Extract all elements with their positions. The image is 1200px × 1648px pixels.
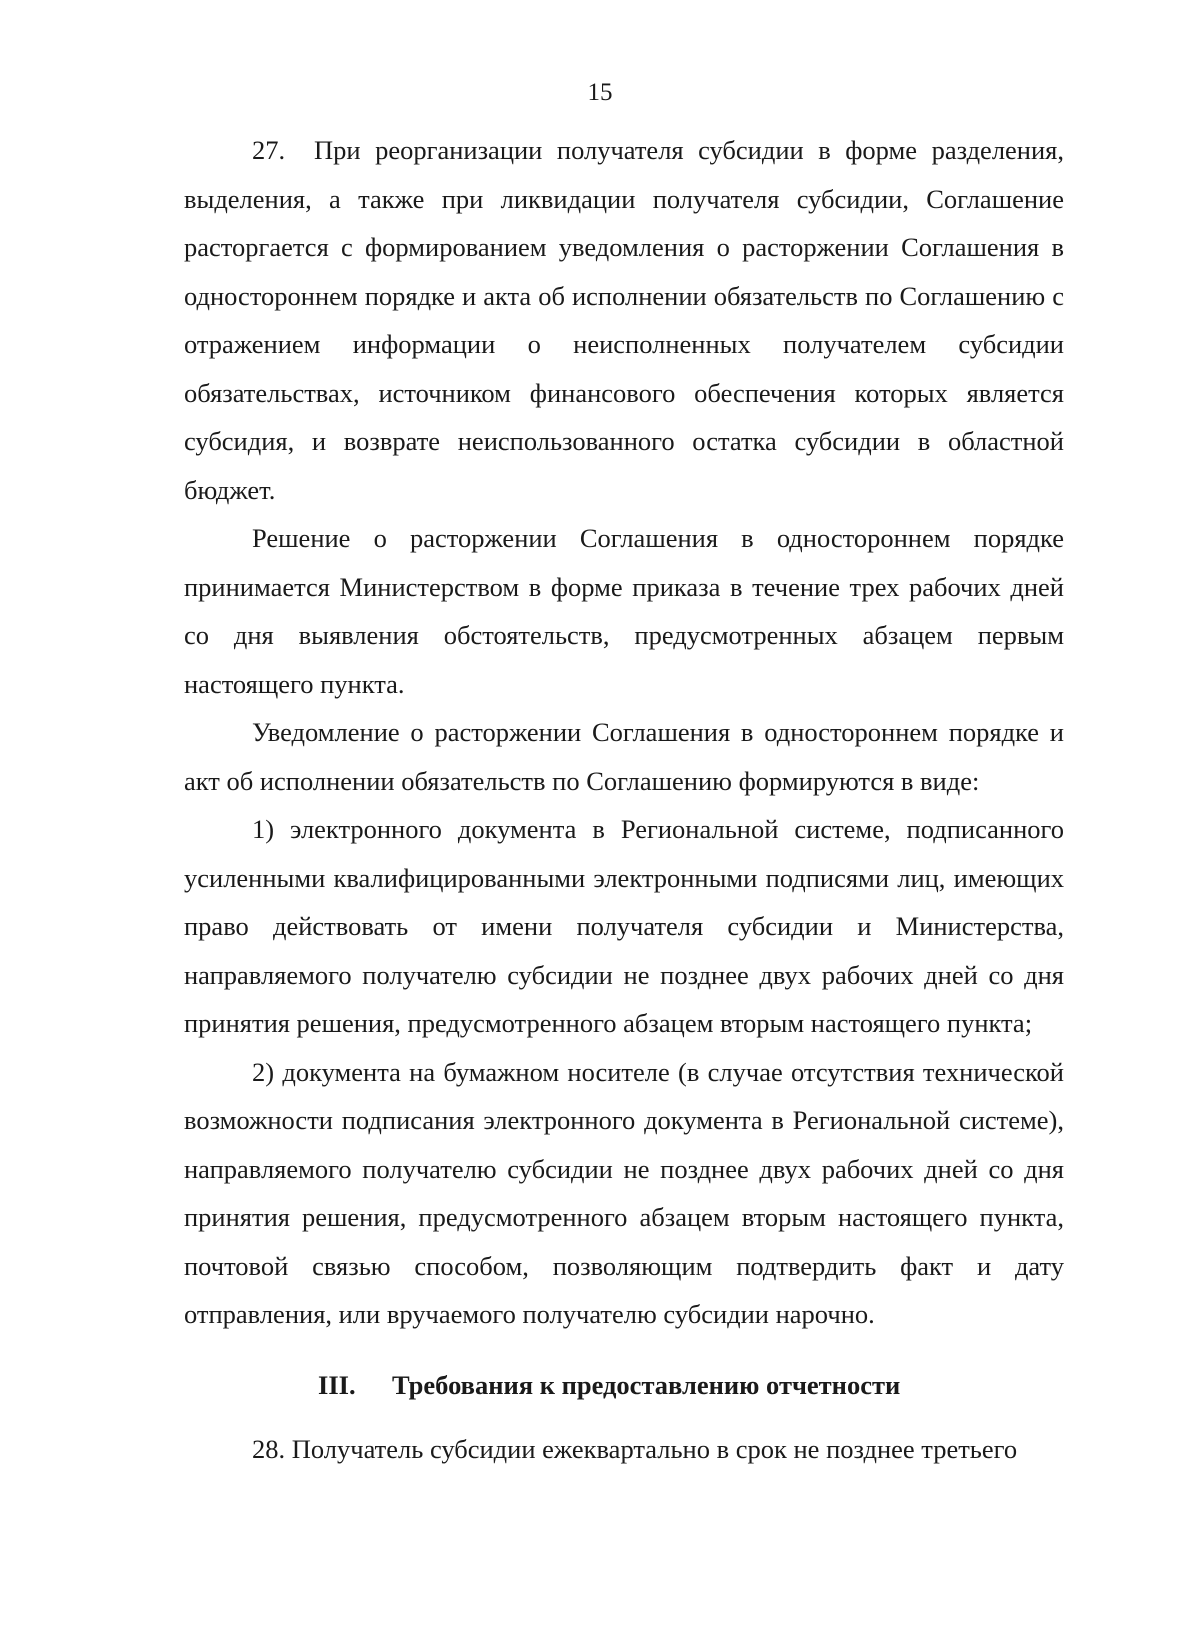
section-heading (184, 1361, 1064, 1410)
list-item-1: 1) электронного документа в Региональной системе, подписанного усиленными квалифицированными электронными подписями лиц, имеющих право действовать от имени получателя субсидии и Министерства, направляемого получателю субсидии не позднее двух рабочих дней со дня принятия решения, предусмотренного абзацем вторым настоящего пункта; (184, 814, 1064, 1038)
paragraph-notice: Уведомление о расторжении Соглашения в одностороннем порядке и акт об исполнении обязательств по Соглашению формируются в виде: (184, 717, 1064, 796)
paragraph-27-text: При реорганизации получателя субсидии в форме разделения, выделения, а также при ликвидации получателя субсидии, Соглашение расторгается с формированием уведомления о расторжении Соглашения в одностороннем порядке и акта об исполнении обязательств по Соглашению с отражением информации о неисполненных получателем субсидии обязательствах, источником финансового обеспечения которых является субсидия, и возврате неиспользованного остатка субсидии в областной бюджет. (184, 135, 1064, 505)
section-number: III. (318, 1369, 356, 1400)
paragraph-27-number: 27. (252, 135, 286, 165)
list-item-2: 2) документа на бумажном носителе (в случае отсутствия технической возможности подписания электронного документа в Региональной системе), направляемого получателю субсидии не позднее двух рабочих дней со дня принятия решения, предусмотренного абзацем вторым настоящего пункта, почтовой связью способом, позволяющим подтвердить факт и дату отправления, или вручаемого получателю субсидии нарочно. (184, 1056, 1064, 1329)
paragraph-decision: Решение о расторжении Соглашения в одностороннем порядке принимается Министерством в форме приказа в течение трех рабочих дней со дня выявления обстоятельств, предусмотренных абзацем первым настоящего пункта. (184, 523, 1064, 699)
document-body (184, 126, 1064, 1474)
section-title: Требования к предоставлению отчетности (392, 1369, 901, 1400)
paragraph-27 (184, 126, 1064, 514)
page-number: 15 (587, 79, 613, 106)
paragraph-28: 28. Получатель субсидии ежеквартально в срок не позднее третьего (252, 1434, 1018, 1464)
